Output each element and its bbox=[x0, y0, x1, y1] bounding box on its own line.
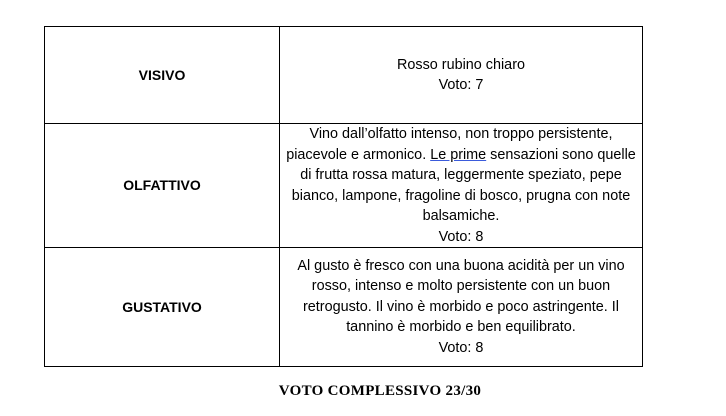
table-row-olfattivo bbox=[45, 124, 643, 248]
final-score: VOTO COMPLESSIVO 23/30 bbox=[278, 383, 482, 399]
description-cell-olfattivo bbox=[280, 124, 643, 248]
description-cell-visivo bbox=[280, 27, 643, 124]
description-olfattivo-part-1: Vino dall’olfatto intenso, non troppo persistente, piacevole e armonico. bbox=[286, 126, 613, 163]
vote-visivo: Voto: 7 bbox=[438, 77, 484, 93]
description-olfattivo-part-2: sensazioni sono quelle di frutta rossa matura, leggermente speziato, pepe bianco, lampone, fragoline di bosco, prugna con note balsamiche. bbox=[291, 146, 636, 224]
category-label-visivo: VISIVO bbox=[45, 27, 280, 124]
evaluation-table bbox=[44, 26, 643, 367]
description-olfattivo-underlined: Le prime bbox=[430, 146, 487, 163]
category-label-gustativo: GUSTATIVO bbox=[45, 248, 280, 367]
description-olfattivo bbox=[286, 124, 636, 227]
table-row-gustativo bbox=[45, 248, 643, 367]
description-visivo: Rosso rubino chiaro bbox=[397, 56, 525, 73]
category-label-olfattivo: OLFATTIVO bbox=[45, 124, 280, 248]
vote-olfattivo: Voto: 8 bbox=[438, 228, 484, 245]
vote-gustativo: Voto: 8 bbox=[438, 339, 484, 356]
description-gustativo: Al gusto è fresco con una buona acidità per un vino rosso, intenso e molto persistente con un buon retrogusto. Il vino è morbido e poco astringente. Il tannino è morbido e ben equilibrato. bbox=[297, 257, 625, 336]
description-cell-gustativo bbox=[280, 248, 643, 367]
table-row-visivo bbox=[45, 27, 643, 124]
